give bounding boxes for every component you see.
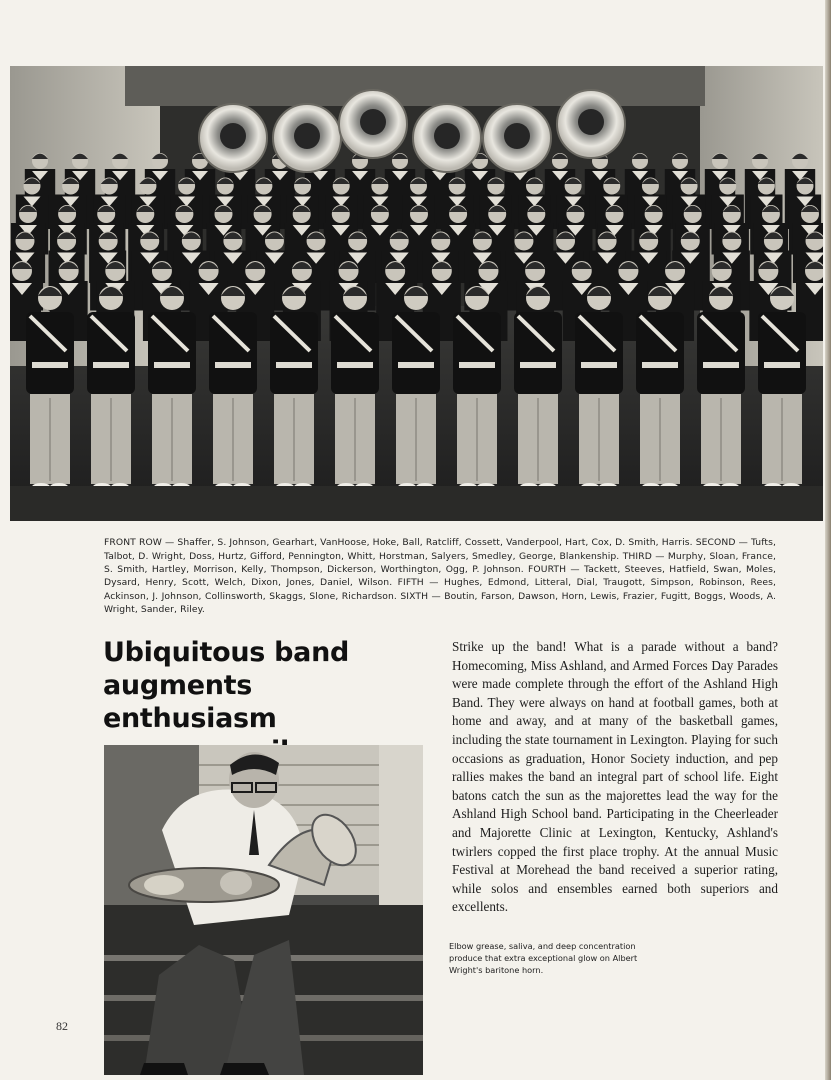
band-group-photo xyxy=(10,66,823,521)
page-edge xyxy=(825,0,831,1080)
horn-photo-caption: Elbow grease, saliva, and deep concentration produce that extra exceptional glow on Albert Wright's baritone horn. xyxy=(449,941,638,975)
baritone-horn-photo-image xyxy=(104,745,423,1075)
article-body: Strike up the band! What is a parade without a band? Homecoming, Miss Ashland, and Armed Forces Day Parades were made complete through the effort of the Ashland High Band. They were always on hand at football games, both at home and away, and at many of the basketball games, including the state tournament in Lexington. Playing for such occasions as graduation, Honor Society induction, and pep rallies makes the band an integral part of school life. Eight batons catch the sun as the majorettes lead the way for the Ashland High School band. Participating in the Cheerleader and Majorette Clinic at Lexington, Kentucky, Ashland's twirlers copped the first place trophy. At the annual Music Festival at Morehead the band received a superior rating, while solos and ensembles earned both superiors and excellents. xyxy=(452,639,778,915)
group-photo-caption: FRONT ROW — Shaffer, S. Johnson, Gearhart, VanHoose, Hoke, Ball, Ratcliff, Cossett, Vanderpool, Hart, Cox, D. Smith, Harris. SECOND — Tufts, Talbot, D. Wright, Doss, Hurtz, Gifford, Pennington, Whitt, Horstman, Salyers, Smedley, George, Blankenship. THIRD — Murphy, Sloan, France, S. Smith, Hartley, Morrison, Kelly, Thompson, Dickerson, Worthington, Ogg, P. Johnson. FOURTH — Tackett, Steeves, Hatfield, Swan, Moles, Dysard, Henry, Scott, Welch, Dixon, Jones, Daniel, Wilson. FIFTH — Hughes, Edmond, Litteral, Dial, Traugott, Simpson, Robinson, Rees, Ackinson, J. Johnson, Collinsworth, Skaggs, Slone, Richardson. SIXTH — Boutin, Farson, Dawson, Horn, Lewis, Frazier, Fugitt, Boggs, Woods, A. Wright, Sander, Riley. xyxy=(104,537,776,616)
baritone-horn-photo xyxy=(104,745,423,1075)
headline-line-1: Ubiquitous band xyxy=(103,637,350,668)
page-number: 82 xyxy=(56,1019,68,1033)
headline-line-2: augments enthusiasm xyxy=(103,670,277,734)
band-group-photo-image xyxy=(10,66,823,521)
